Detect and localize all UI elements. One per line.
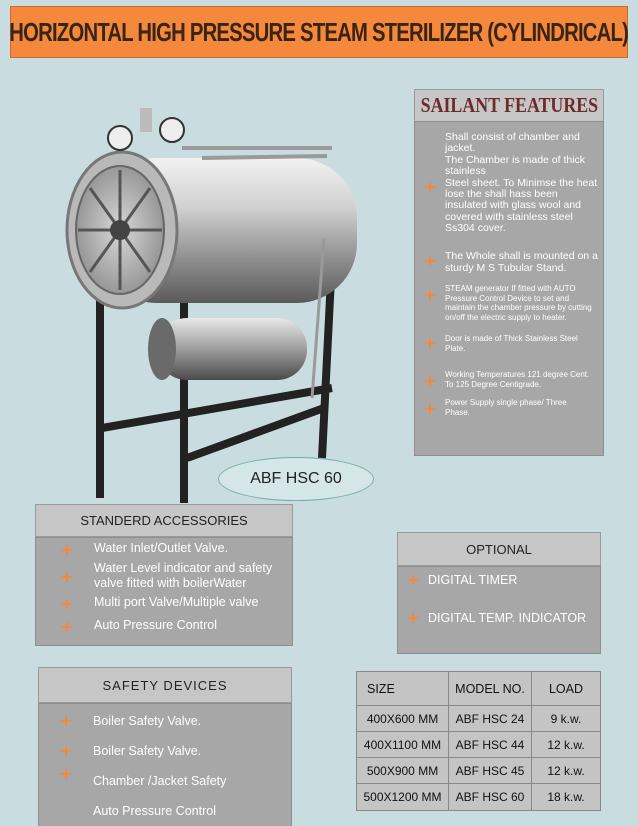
four-point-star-icon xyxy=(423,336,437,350)
item-text xyxy=(94,618,217,633)
four-point-star-icon xyxy=(423,254,437,268)
table-cell: 9 k.w. xyxy=(532,706,600,732)
optional-item xyxy=(406,611,586,625)
feature-item xyxy=(423,250,598,274)
features-panel xyxy=(414,121,604,456)
features-title: SAILANT FEATURES xyxy=(420,93,598,117)
item-text-line: lose the shall hass been xyxy=(445,188,558,201)
table-header-cell: MODEL NO. xyxy=(449,672,532,706)
four-point-star-icon xyxy=(423,180,437,194)
optional-item xyxy=(406,573,517,587)
optional-title: OPTIONAL xyxy=(466,541,532,557)
item-text-line: covered with stainless steel xyxy=(445,210,573,223)
item-text xyxy=(94,541,228,556)
item-text xyxy=(445,334,578,354)
feature-item xyxy=(423,370,589,390)
item-text-line: STEAM generator If fitted with AUTO xyxy=(445,284,576,293)
table-cell: ABF HSC 45 xyxy=(449,758,532,784)
item-text-line: Plate. xyxy=(445,344,466,353)
page-title: HORIZONTAL HIGH PRESSURE STEAM STERILIZER (CYLINDRICAL) xyxy=(9,16,629,47)
item-text-line: Water Inlet/Outlet Valve. xyxy=(94,541,229,555)
item-text xyxy=(94,561,272,591)
item-text-line: Shall consist of chamber and xyxy=(445,131,580,143)
accessory-item xyxy=(60,541,228,557)
table-header-cell: SIZE xyxy=(357,672,449,706)
item-text-line: stainless xyxy=(445,165,486,178)
feature-item xyxy=(423,398,567,418)
accessory-item xyxy=(60,618,217,634)
item-text-line: maintain the chamber pressure by cutting xyxy=(445,303,592,313)
table-cell: 18 k.w. xyxy=(547,790,585,804)
four-point-star-icon xyxy=(423,288,437,302)
item-text-line: Phase. xyxy=(445,408,470,417)
optional-item-text: DIGITAL TIMER xyxy=(428,573,518,587)
optional-item-text: DIGITAL TEMP. INDICATOR xyxy=(428,611,587,625)
feature-item xyxy=(423,132,597,235)
model-label xyxy=(218,457,374,501)
safety-item-text: Boiler Safety Valve. xyxy=(93,714,202,728)
table-cell: 400X600 MM xyxy=(357,706,449,732)
item-text-line: insulated with glass wool and xyxy=(445,199,581,212)
item-text-line: Water Level indicator and safety xyxy=(94,561,273,575)
safety-item-text: Chamber /Jacket Safety xyxy=(93,774,227,788)
item-text-line: The Whole shall is mounted on a xyxy=(445,250,598,262)
four-point-star-icon xyxy=(59,744,73,758)
safety-item-text: Auto Pressure Control xyxy=(93,804,216,818)
table-cell: 12 k.w. xyxy=(532,732,600,758)
feature-item xyxy=(423,334,578,354)
optional-title-box xyxy=(397,532,601,566)
item-text-line: valve fitted with boilerWater xyxy=(94,576,247,590)
safety-item xyxy=(59,744,201,758)
accessories-title: STANDERD ACCESSORIES xyxy=(80,513,248,528)
item-text-line: To 125 Degree Centigrade. xyxy=(445,380,542,389)
optional-panel xyxy=(397,566,601,654)
item-text-line: Working Temperatures 121 degree Cent. xyxy=(445,370,590,379)
item-text xyxy=(445,284,592,322)
four-point-star-icon xyxy=(60,620,74,634)
item-text xyxy=(445,398,567,418)
feature-item xyxy=(423,284,592,322)
page-header xyxy=(10,6,628,58)
table-cell: ABF HSC 44 xyxy=(449,732,532,758)
item-text xyxy=(445,370,589,390)
table-header-cell: LOAD xyxy=(532,672,600,706)
four-point-star-icon xyxy=(59,714,73,728)
spec-table xyxy=(356,671,601,811)
four-point-star-icon xyxy=(423,402,437,416)
safety-title-box xyxy=(38,667,292,703)
sterilizer-illustration xyxy=(62,108,362,508)
table-cell: 500X900 MM xyxy=(357,758,449,784)
item-text-line: jacket. xyxy=(445,142,476,155)
features-title-box xyxy=(414,89,604,122)
four-point-star-icon xyxy=(60,543,74,557)
item-text-line: Door is made of Thick Stainless Steel xyxy=(445,334,578,343)
safety-title: SAFETY DEVICES xyxy=(102,677,228,693)
safety-item xyxy=(59,774,226,788)
four-point-star-icon xyxy=(60,570,74,584)
item-text xyxy=(445,132,597,235)
item-text-line: Pressure Control Device to set and xyxy=(445,293,570,303)
table-cell: ABF HSC 60 xyxy=(449,784,532,810)
four-point-star-icon xyxy=(406,573,420,587)
safety-item xyxy=(59,714,201,728)
item-text-line: Multi port Valve/Multiple valve xyxy=(94,595,259,609)
table-cell: 12 k.w. xyxy=(532,758,600,784)
accessories-title-box xyxy=(35,504,293,537)
four-point-star-icon xyxy=(59,767,73,781)
four-point-star-icon xyxy=(423,374,437,388)
table-cell: ABF HSC 24 xyxy=(449,706,532,732)
table-cell: 500X1200 MM xyxy=(357,784,449,810)
four-point-star-icon xyxy=(60,597,74,611)
item-text-line: on/off the electric supply to heater. xyxy=(445,312,567,322)
item-text-line: The Chamber is made of thick xyxy=(445,153,586,166)
safety-item xyxy=(59,804,216,818)
accessory-item xyxy=(60,561,272,591)
accessory-item xyxy=(60,595,258,611)
four-point-star-icon xyxy=(406,611,420,625)
item-text-line: Steel sheet. To Minimse the heat xyxy=(445,176,598,189)
item-text-line: sturdy M S Tubular Stand. xyxy=(445,262,567,274)
item-text xyxy=(445,250,598,274)
safety-panel xyxy=(38,703,292,826)
item-text-line: Power Supply single phase/ Three xyxy=(445,398,567,407)
item-text-line: Ss304 cover. xyxy=(445,222,506,235)
item-text xyxy=(94,595,258,610)
model-label-text: ABF HSC 60 xyxy=(250,470,342,487)
accessories-panel xyxy=(35,537,293,646)
table-cell: 400X1100 MM xyxy=(357,732,449,758)
safety-item-text: Boiler Safety Valve. xyxy=(93,744,202,758)
item-text-line: Auto Pressure Control xyxy=(94,618,217,632)
